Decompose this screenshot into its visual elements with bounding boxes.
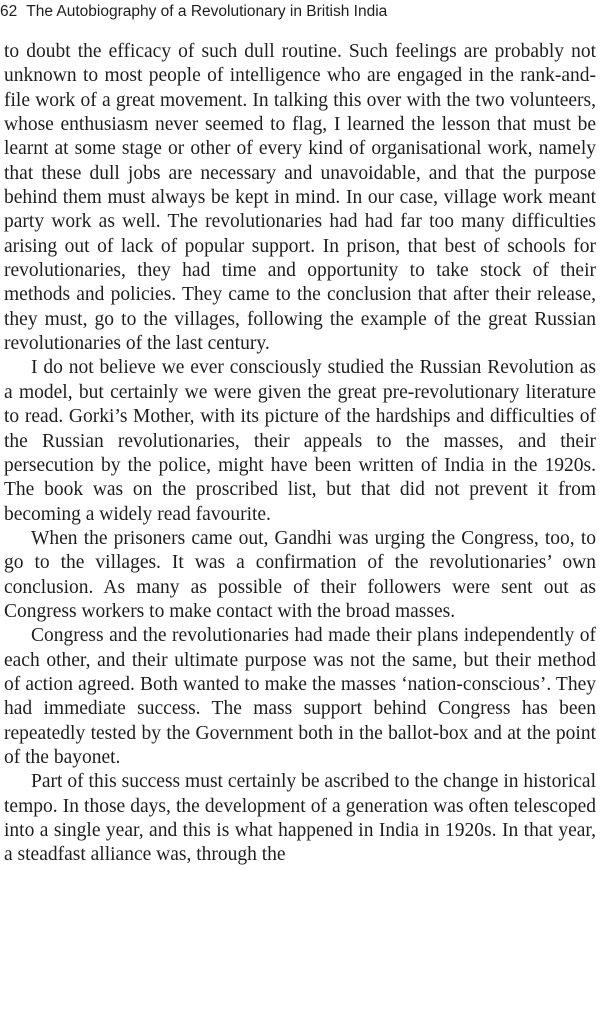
- paragraph: I do not believe we ever consciously studied the Russian Revolution as a model, but certainly we were given the great pre-revolutionary literature to read. Gorki’s Mother, with its picture of the hardships and difficulties of the Russian revolutionaries, their appeals to the masses, and their persecution by the police, might have been written of India in the 1920s. The book was on the proscribed list, but that did not prevent it from becoming a widely read favourite.: [4, 357, 596, 525]
- page-number: 62: [0, 3, 18, 20]
- paragraph: Congress and the revolutionaries had made their plans independently of each other, and their ultimate purpose was not the same, but their method of action agreed. Both wanted to make the masses ‘nation-conscious’. They had immediate success. The mass support behind Congress has been repeatedly tested by the Government both in the ballot-box and at the point of the bayonet.: [4, 625, 596, 768]
- paragraph: Part of this success must certainly be ascribed to the change in historical tempo. In those days, the development of a generation was often telescoped into a single year, and this is what happened in India in 1920s. In that year, a steadfast alliance was, through the: [4, 771, 596, 866]
- body-text: [4, 40, 596, 868]
- paragraph: to doubt the efficacy of such dull routine. Such feelings are probably not unknown to most people of intelligence who are engaged in the rank-and-file work of a great movement. In talking this over with the two volunteers, whose enthusiasm never seemed to flag, I learned the lesson that must be learnt at some stage or other of every kind of organisational work, namely that these dull jobs are necessary and unavoidable, and that the purpose behind them must always be kept in mind. In our case, village work meant party work as well. The revolutionaries had had far too many difficulties arising out of lack of popular support. In prison, that best of schools for revolutionaries, they had time and opportunity to take stock of their methods and policies. They came to the conclusion that after their release, they must, go to the villages, following the example of the great Russian revolutionaries of the last century.: [4, 41, 596, 355]
- book-title: The Autobiography of a Revolutionary in British India: [26, 3, 388, 20]
- paragraph: When the prisoners came out, Gandhi was urging the Congress, too, to go to the villages. It was a confirmation of the revolutionaries’ own conclusion. As many as possible of their followers were sent out as Congress workers to make contact with the broad masses.: [4, 527, 596, 622]
- running-head: [0, 0, 600, 30]
